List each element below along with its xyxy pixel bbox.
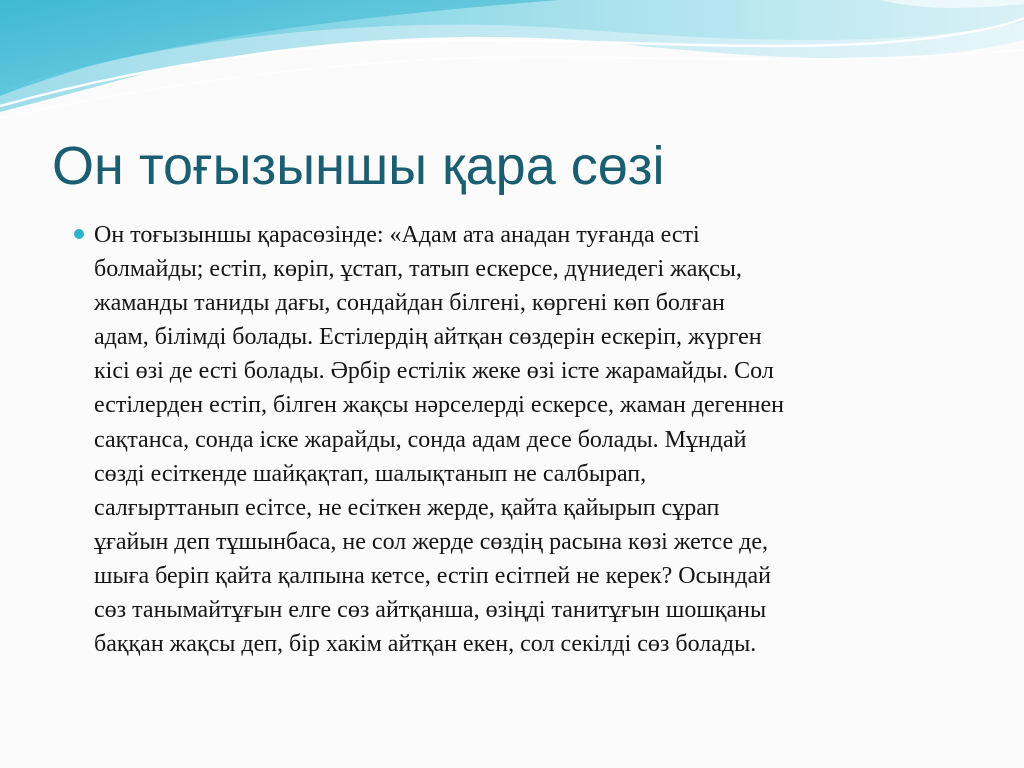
slide-title: Он тоғызыншы қара сөзі <box>52 136 665 196</box>
text-line: шыға беріп қайта қалпына кетсе, естіп есітпей не керек? Осындай <box>94 562 771 589</box>
text-line: сөзді есіткенде шайқақтап, шалықтанып не салбырап, <box>94 460 647 487</box>
wave-decoration <box>0 0 1024 140</box>
text-line: сөз танымайтұғын елге сөз айтқанша, өзіңді танитұғын шошқаны <box>94 597 767 624</box>
text-line: ұғайын деп тұшынбаса, не сол жерде сөздің расына көзі жетсе де, <box>94 528 769 555</box>
body-text <box>94 218 974 661</box>
text-line: сақтанса, сонда іске жарайды, сонда адам десе болады. Мұндай <box>94 426 747 453</box>
bullet-icon <box>74 229 84 239</box>
text-line: болмайды; естіп, көріп, ұстап, татып ескерсе, дүниедегі жақсы, <box>94 256 742 283</box>
text-line: естілерден естіп, білген жақсы нәрселерді ескерсе, жаман дегеннен <box>94 392 785 419</box>
bullet-item <box>74 218 974 661</box>
slide-content <box>74 218 974 661</box>
text-line: салғырттанып есітсе, не есіткен жерде, қайта қайырып сұрап <box>94 494 720 521</box>
text-line: Он тоғызыншы қарасөзінде: «Адам ата анадан туғанда есті <box>94 222 700 248</box>
text-line: жаманды таниды дағы, сондайдан білгені, көргені көп болған <box>94 290 725 317</box>
text-line: адам, білімді болады. Естілердің айтқан сөздерін ескеріп, жүрген <box>94 324 762 351</box>
text-line: кісі өзі де есті болады. Әрбір естілік жеке өзі істе жарамайды. Сол <box>94 358 774 385</box>
text-line: баққан жақсы деп, бір хакім айтқан екен, сол секілді сөз болады. <box>94 631 757 658</box>
